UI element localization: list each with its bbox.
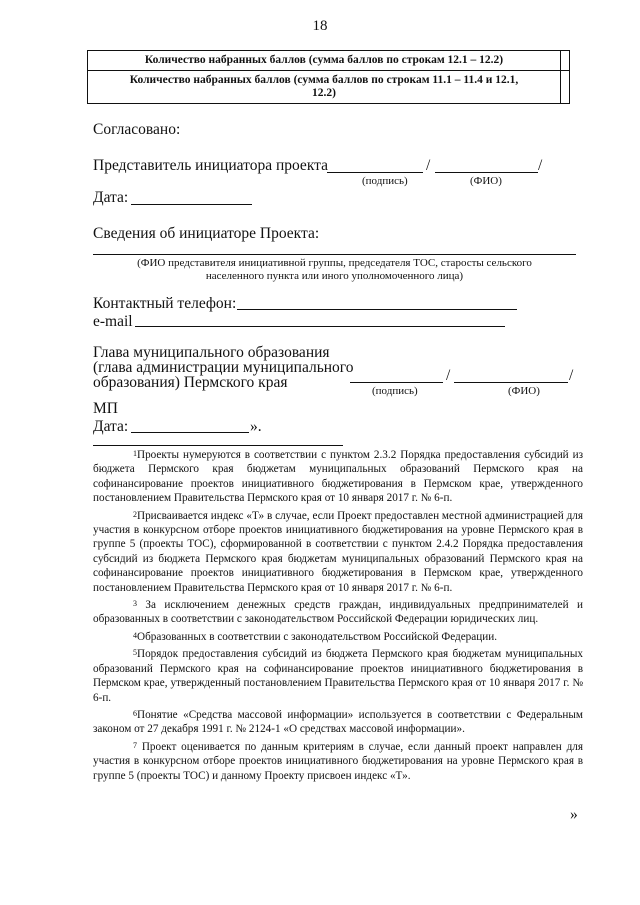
initiator-line [93, 254, 576, 255]
date-line [131, 204, 252, 205]
head-label: Глава муниципального образования [93, 344, 330, 361]
initiator-label: Сведения об инициаторе Проекта: [93, 225, 320, 242]
date-label: Дата: [93, 418, 129, 435]
table-cell-value [561, 51, 570, 71]
agreed-label: Согласовано: [93, 121, 181, 138]
footnote-text: Проект оценивается по данным критериям в случае, если данный проект направлен для участия в конкурсном отборе проектов инициативного бюджетирования на уровне Пермского края в группе 5 (проекты ТОС) и данному Проекту присвоен индекс «Т». [93, 740, 583, 782]
page-number: 18 [312, 18, 328, 34]
date-line [131, 432, 249, 433]
fio-caption: (ФИО) [508, 385, 540, 397]
fio-line [454, 382, 568, 383]
footnote-text: Проекты нумеруются в соответствии с пунктом 2.3.2 Порядка предоставления субсидий из бюджета Пермского края бюджетам муниципальных образований Пермского края на софинансирование проектов инициативного бюджетирования в Пермском крае, утвержденного постановлением Правительства Пермского края от 10 января 2017 г. № 6-п. [93, 449, 583, 505]
date-suffix: ». [250, 418, 262, 435]
footnote-text: Порядок предоставления субсидий из бюджета Пермского края бюджетам муниципальных образований Пермского края на софинансирование проектов инициативного бюджетирования в Пермском крае, утвержденный постановлением Правительства Пермского края от 10 января 2017 г. № 6-п. [93, 648, 583, 704]
initiator-caption: (ФИО представителя инициативной группы, председателя ТОС, старосты сельского [137, 257, 532, 269]
fio-caption: (ФИО) [470, 175, 502, 187]
slash-separator: / [446, 367, 451, 384]
footnote-text: Образованных в соответствии с законодательством Российской Федерации. [137, 630, 498, 643]
footnote-mark: 6 [133, 708, 137, 718]
signature-caption: (подпись) [362, 175, 408, 187]
fio-line [435, 172, 538, 173]
footnote-mark: 2 [133, 509, 137, 519]
footnote [93, 630, 583, 644]
footnote-mark: 7 [133, 740, 137, 750]
scores-table [87, 50, 570, 104]
table-cell-value [561, 71, 570, 104]
table-cell-label: Количество набранных баллов (сумма баллов по строкам 11.1 – 11.4 и 12.1, 12.2) [88, 71, 561, 104]
footnote-text: Понятие «Средства массовой информации» используется в соответствии с Федеральным законом от 27 декабря 1991 г. № 2124-1 «О средствах массовой информации». [93, 708, 583, 736]
footnote-mark: 4 [133, 630, 137, 640]
footnote [93, 509, 583, 595]
footnote-mark: 3 [133, 599, 137, 609]
date-label: Дата: [93, 189, 129, 206]
head-label: образования) Пермского края [93, 374, 288, 391]
email-line [135, 326, 505, 327]
phone-line [237, 309, 517, 310]
slash-separator: / [569, 367, 574, 384]
signature-line [350, 382, 443, 383]
footnotes [93, 448, 583, 783]
slash-separator: / [538, 157, 543, 174]
head-label: (глава администрации муниципального [93, 359, 354, 376]
signature-caption: (подпись) [372, 385, 418, 397]
email-label: e-mail [93, 313, 133, 330]
footnote-text: За исключением денежных средств граждан, индивидуальных предпринимателей и образованных в соответствии с законодательством Российской Федерации юридических лиц. [93, 599, 583, 626]
signature-line [327, 172, 423, 173]
footnote [93, 448, 583, 506]
table-row [88, 51, 570, 71]
footnote [93, 598, 583, 627]
footnote [93, 740, 583, 783]
phone-label: Контактный телефон: [93, 295, 237, 312]
footnote [93, 647, 583, 705]
representative-label: Представитель инициатора проекта [93, 157, 328, 174]
footnote-mark: 1 [133, 449, 137, 458]
footnote-text: Присваивается индекс «Т» в случае, если Проект предоставлен местной администрацией для участия в конкурсном отборе проектов инициативного бюджетирования на уровне Пермского края в группе 5 (проекты ТОС), сформированной в соответствии с пунктом 2.4.2 Порядка предоставления субсидий из бюджета Пермского края бюджетам муниципальных образований Пермского края на софинансирование проектов инициативного бюджетирования в Пермском крае, утвержденного постановлением Правительства Пермского края от 10 января 2017 г. № 6-п. [93, 509, 583, 594]
initiator-caption: населенного пункта или иного уполномоченного лица) [205, 270, 464, 282]
stamp-label: МП [93, 400, 118, 417]
slash-separator: / [426, 157, 431, 174]
table-cell-label: Количество набранных баллов (сумма баллов по строкам 12.1 – 12.2) [88, 51, 561, 71]
closing-quote: » [570, 806, 578, 823]
footnote-mark: 5 [133, 648, 137, 658]
table-row [88, 71, 570, 104]
footnote-separator [93, 445, 343, 446]
footnote [93, 708, 583, 737]
